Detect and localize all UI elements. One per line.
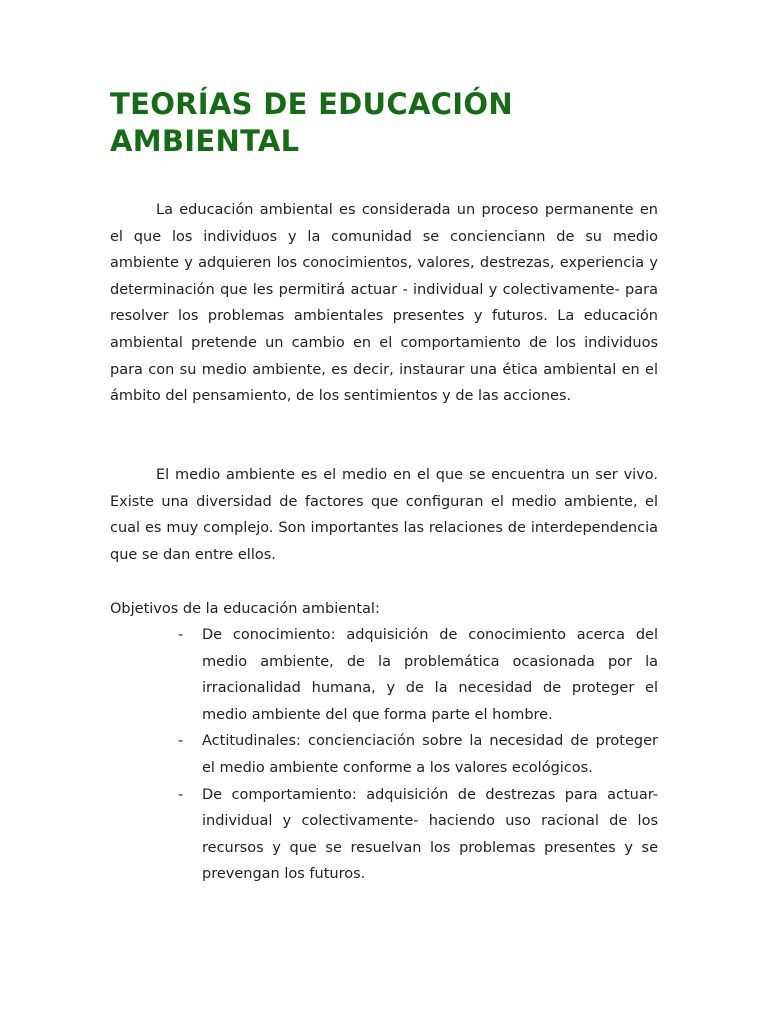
objectives-list: [110, 622, 658, 888]
list-bullet: -: [178, 733, 184, 750]
paragraph-medio-ambiente: El medio ambiente es el medio en el que se encuentra un ser vivo. Existe una diversidad de factores que configuran el medio ambiente, el cual es muy complejo. Son importantes las relaciones de interdependencia que se dan entre ellos.: [110, 467, 658, 563]
list-item: [110, 728, 658, 781]
list-bullet: -: [178, 786, 184, 803]
list-bullet: -: [178, 627, 184, 643]
list-item: [110, 782, 658, 888]
list-item-text: De comportamiento: adquisición de destrezas para actuar- individual y colectivamente- haciendo uso racional de los recursos y que se resuelvan los problemas presentes y se prevengan los futuros.: [202, 786, 658, 883]
list-item-text: De conocimiento: adquisición de conocimiento acerca del medio ambiente, de la problemática ocasionada por la irracionalidad humana, y de la necesidad de proteger el medio ambiente del que forma parte el hombre.: [202, 627, 658, 723]
list-item: [110, 622, 658, 728]
document-title: TEORÍAS DE EDUCACIÓN AMBIENTAL: [110, 87, 513, 158]
list-item-text: Actitudinales: concienciación sobre la necesidad de proteger el medio ambiente conforme a los valores ecológicos.: [202, 733, 658, 776]
objectives-heading: Objetivos de la educación ambiental:: [110, 601, 380, 617]
paragraph-intro: La educación ambiental es considerada un proceso permanente en el que los individuos y la comunidad se concienciann de su medio ambiente y adquieren los conocimientos, valores, destrezas, experiencia y determinación que les permitirá actuar - individual y colectivamente- para resolver los problemas ambientales presentes y futuros. La educación ambiental pretende un cambio en el comportamiento de los individuos para con su medio ambiente, es decir, instaurar una ética ambiental en el ámbito del pensamiento, de los sentimientos y de las acciones.: [110, 202, 658, 405]
